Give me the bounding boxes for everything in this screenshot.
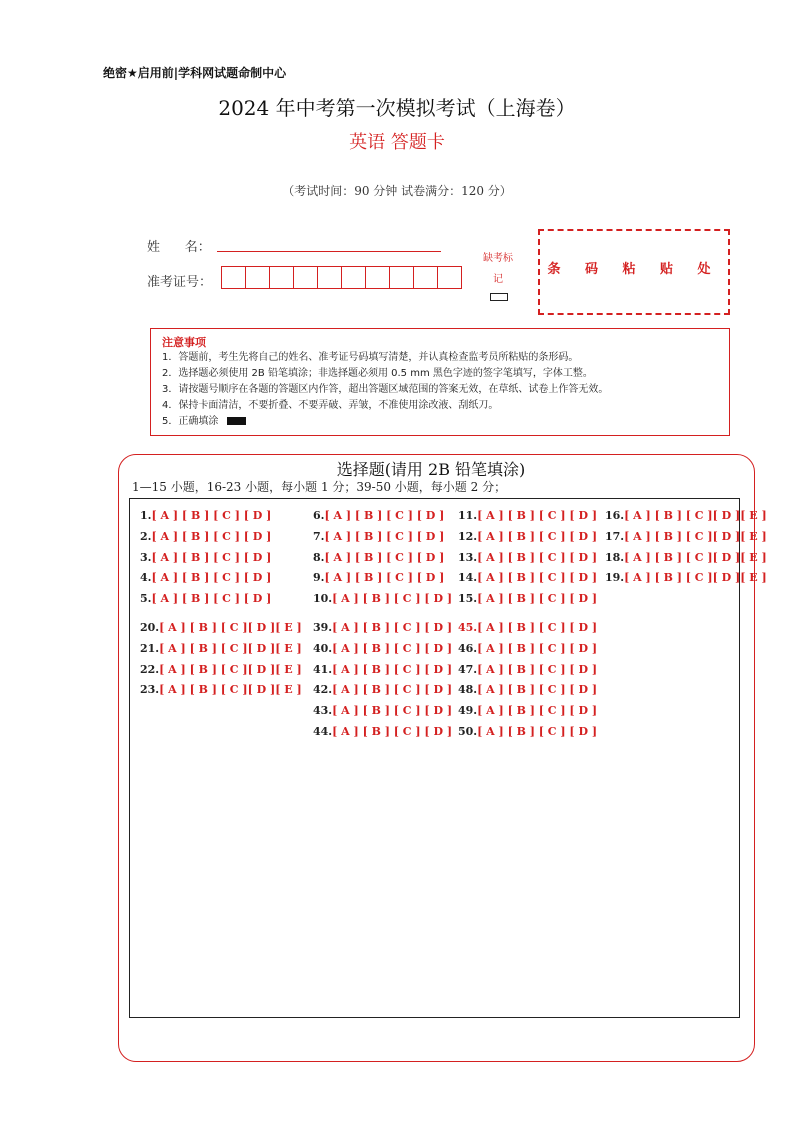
page-subtitle: 英语 答题卡 xyxy=(349,132,445,153)
answer-options[interactable]: [ A ] [ B ] [ C ][ D ][ E ] xyxy=(624,509,767,522)
answer-options[interactable]: [ A ] [ B ] [ C ] [ D ] xyxy=(151,592,272,605)
question-row[interactable] xyxy=(458,509,597,522)
question-row[interactable] xyxy=(458,725,597,738)
question-number: 41. xyxy=(313,663,333,676)
id-digit-box[interactable] xyxy=(365,266,390,289)
absent-label: 缺考标记 xyxy=(483,253,513,285)
question-number: 18. xyxy=(605,551,625,564)
answer-options[interactable]: [ A ] [ B ] [ C ] [ D ] xyxy=(477,663,598,676)
answer-options[interactable]: [ A ] [ B ] [ C ] [ D ] xyxy=(477,621,598,634)
question-row[interactable] xyxy=(140,621,302,634)
id-digit-box[interactable] xyxy=(269,266,294,289)
answer-options[interactable]: [ A ] [ B ] [ C ] [ D ] xyxy=(477,683,598,696)
answer-options[interactable]: [ A ] [ B ] [ C ] [ D ] xyxy=(477,725,598,738)
answer-options[interactable]: [ A ] [ B ] [ C ] [ D ] xyxy=(332,725,453,738)
question-number: 1. xyxy=(140,509,152,522)
question-row[interactable] xyxy=(140,571,271,584)
question-row[interactable] xyxy=(313,571,444,584)
question-row[interactable] xyxy=(313,509,444,522)
question-number: 20. xyxy=(140,621,160,634)
filled-sample-mark xyxy=(227,417,246,425)
id-digit-box[interactable] xyxy=(389,266,414,289)
notice-item: 4．保持卡面清洁，不要折叠、不要弄破、弄皱，不准使用涂改液、刮纸刀。 xyxy=(162,400,499,411)
id-digit-box[interactable] xyxy=(245,266,270,289)
answer-options[interactable]: [ A ] [ B ] [ C ][ D ][ E ] xyxy=(159,621,302,634)
answer-options[interactable]: [ A ] [ B ] [ C ] [ D ] xyxy=(332,621,453,634)
question-number: 6. xyxy=(313,509,325,522)
question-row[interactable] xyxy=(313,621,452,634)
notice-item: 2．选择题必须使用 2B 铅笔填涂；非选择题必须用 0.5 mm 黑色字迹的签字笔填写，字体工整。 xyxy=(162,368,593,379)
question-number: 49. xyxy=(458,704,478,717)
id-digit-box[interactable] xyxy=(413,266,438,289)
answer-options[interactable]: [ A ] [ B ] [ C ] [ D ] xyxy=(332,663,453,676)
barcode-label: 条 码 粘 贴 处 xyxy=(547,262,721,277)
question-number: 47. xyxy=(458,663,478,676)
question-number: 40. xyxy=(313,642,333,655)
question-row[interactable] xyxy=(458,621,597,634)
question-number: 45. xyxy=(458,621,478,634)
question-number: 15. xyxy=(458,592,478,605)
answer-options[interactable]: [ A ] [ B ] [ C ] [ D ] xyxy=(332,592,453,605)
question-number: 50. xyxy=(458,725,478,738)
question-number: 39. xyxy=(313,621,333,634)
question-row[interactable] xyxy=(140,642,302,655)
id-digit-box[interactable] xyxy=(293,266,318,289)
answer-options[interactable]: [ A ] [ B ] [ C ] [ D ] xyxy=(151,509,272,522)
page-title: 2024 年中考第一次模拟考试（上海卷） xyxy=(218,96,576,120)
question-row[interactable] xyxy=(313,642,452,655)
question-number: 7. xyxy=(313,530,325,543)
exam-info: （考试时间：90 分钟 试卷满分：120 分） xyxy=(282,184,512,198)
answer-options[interactable]: [ A ] [ B ] [ C ] [ D ] xyxy=(324,571,445,584)
answer-options[interactable]: [ A ] [ B ] [ C ] [ D ] xyxy=(324,551,445,564)
notice-title: 注意事项 xyxy=(162,336,206,349)
absent-mark-box[interactable] xyxy=(490,293,508,301)
question-row[interactable] xyxy=(458,530,597,543)
answer-options[interactable]: [ A ] [ B ] [ C ] [ D ] xyxy=(477,704,598,717)
question-row[interactable] xyxy=(313,530,444,543)
question-row[interactable] xyxy=(458,683,597,696)
question-number: 17. xyxy=(605,530,625,543)
answer-options[interactable]: [ A ] [ B ] [ C ] [ D ] xyxy=(151,571,272,584)
question-number: 10. xyxy=(313,592,333,605)
question-row[interactable] xyxy=(458,551,597,564)
notice-box xyxy=(150,328,730,436)
answer-options[interactable]: [ A ] [ B ] [ C ] [ D ] xyxy=(332,642,453,655)
answer-options[interactable]: [ A ] [ B ] [ C ] [ D ] xyxy=(151,551,272,564)
answer-options[interactable]: [ A ] [ B ] [ C ] [ D ] xyxy=(477,571,598,584)
answer-options[interactable]: [ A ] [ B ] [ C ] [ D ] xyxy=(332,704,453,717)
answer-options[interactable]: [ A ] [ B ] [ C ][ D ][ E ] xyxy=(624,530,767,543)
answer-options[interactable]: [ A ] [ B ] [ C ] [ D ] xyxy=(324,509,445,522)
answer-options[interactable]: [ A ] [ B ] [ C ] [ D ] xyxy=(477,551,598,564)
question-number: 5. xyxy=(140,592,152,605)
question-row[interactable] xyxy=(458,704,597,717)
question-number: 21. xyxy=(140,642,160,655)
choice-section-note: 1—15 小题，16-23 小题，每小题 1 分；39-50 小题，每小题 2 分； xyxy=(132,480,507,494)
question-row[interactable] xyxy=(140,530,271,543)
id-number-boxes[interactable] xyxy=(222,266,462,289)
question-row[interactable] xyxy=(140,683,302,696)
question-row[interactable] xyxy=(458,663,597,676)
question-number: 2. xyxy=(140,530,152,543)
id-label: 准考证号： xyxy=(147,275,213,290)
answer-options[interactable]: [ A ] [ B ] [ C ][ D ][ E ] xyxy=(159,642,302,655)
question-number: 22. xyxy=(140,663,160,676)
choice-section-title: 选择题(请用 2B 铅笔填涂) xyxy=(336,460,526,479)
question-row[interactable] xyxy=(605,571,767,584)
answer-options[interactable]: [ A ] [ B ] [ C ] [ D ] xyxy=(324,530,445,543)
answer-options[interactable]: [ A ] [ B ] [ C ] [ D ] xyxy=(477,592,598,605)
question-row[interactable] xyxy=(458,571,597,584)
confidential-header: 绝密★启用前|学科网试题命制中心 xyxy=(103,66,287,80)
question-row[interactable] xyxy=(458,592,597,605)
question-number: 8. xyxy=(313,551,325,564)
name-field[interactable] xyxy=(217,251,441,252)
question-row[interactable] xyxy=(313,704,452,717)
answer-options[interactable]: [ A ] [ B ] [ C ] [ D ] xyxy=(477,642,598,655)
id-digit-box[interactable] xyxy=(221,266,246,289)
question-row[interactable] xyxy=(313,683,452,696)
answer-options[interactable]: [ A ] [ B ] [ C ][ D ][ E ] xyxy=(624,571,767,584)
question-number: 3. xyxy=(140,551,152,564)
notice-item: 3．请按题号顺序在各题的答题区内作答，超出答题区域范围的答案无效，在草纸、试卷上作答无效。 xyxy=(162,384,609,395)
question-number: 19. xyxy=(605,571,625,584)
answer-grid xyxy=(129,498,767,1018)
question-number: 43. xyxy=(313,704,333,717)
answer-options[interactable]: [ A ] [ B ] [ C ][ D ][ E ] xyxy=(159,683,302,696)
answer-options[interactable]: [ A ] [ B ] [ C ] [ D ] xyxy=(477,509,598,522)
question-row[interactable] xyxy=(605,551,767,564)
question-number: 48. xyxy=(458,683,478,696)
notice-item-text: 5．正确填涂 xyxy=(162,416,219,427)
question-row[interactable] xyxy=(140,663,302,676)
answer-options[interactable]: [ A ] [ B ] [ C ] [ D ] xyxy=(151,530,272,543)
question-row[interactable] xyxy=(313,551,444,564)
question-row[interactable] xyxy=(313,663,452,676)
question-number: 9. xyxy=(313,571,325,584)
answer-options[interactable]: [ A ] [ B ] [ C ][ D ][ E ] xyxy=(624,551,767,564)
question-number: 23. xyxy=(140,683,160,696)
question-row[interactable] xyxy=(313,592,452,605)
question-number: 46. xyxy=(458,642,478,655)
id-digit-box[interactable] xyxy=(341,266,366,289)
question-row[interactable] xyxy=(140,592,271,605)
id-digit-box[interactable] xyxy=(317,266,342,289)
question-number: 42. xyxy=(313,683,333,696)
id-digit-box[interactable] xyxy=(437,266,462,289)
question-row[interactable] xyxy=(458,642,597,655)
question-number: 16. xyxy=(605,509,625,522)
answer-options[interactable]: [ A ] [ B ] [ C ][ D ][ E ] xyxy=(159,663,302,676)
question-number: 13. xyxy=(458,551,478,564)
name-label: 姓 名： xyxy=(147,240,211,255)
question-row[interactable] xyxy=(140,551,271,564)
question-number: 14. xyxy=(458,571,478,584)
answer-options[interactable]: [ A ] [ B ] [ C ] [ D ] xyxy=(477,530,598,543)
question-row[interactable] xyxy=(605,509,767,522)
question-row[interactable] xyxy=(313,725,452,738)
answer-options[interactable]: [ A ] [ B ] [ C ] [ D ] xyxy=(332,683,453,696)
notice-item-fill-example xyxy=(162,414,729,430)
question-row[interactable] xyxy=(605,530,767,543)
question-number: 12. xyxy=(458,530,478,543)
question-number: 4. xyxy=(140,571,152,584)
notice-item: 1．答题前，考生先将自己的姓名、准考证号码填写清楚，并认真检查监考员所粘贴的条形码。 xyxy=(162,352,579,363)
question-number: 44. xyxy=(313,725,333,738)
question-row[interactable] xyxy=(140,509,271,522)
question-number: 11. xyxy=(458,509,478,522)
